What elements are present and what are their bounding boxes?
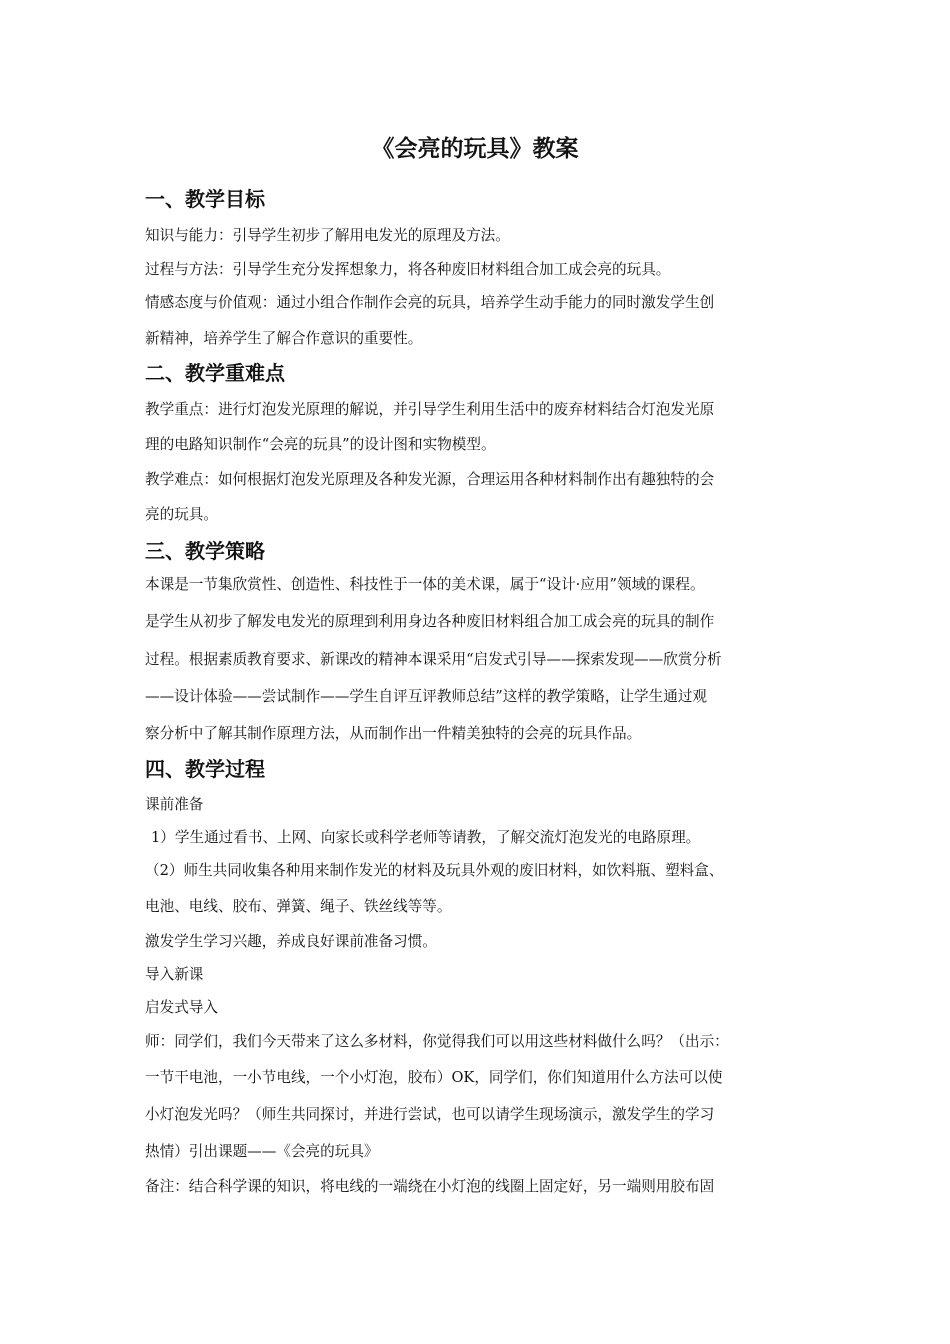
- paragraph-line: 课前准备: [145, 796, 204, 813]
- paragraph-line: 一节干电池，一小节电线，一个小灯泡，胶布）OK，同学们，你们知道用什么方法可以使: [145, 1069, 723, 1086]
- paragraph-line: 察分析中了解其制作原理方法，从而制作出一件精美独特的会亮的玩具作品。: [145, 725, 642, 742]
- document-title: 《会亮的玩具》教案: [371, 136, 579, 162]
- paragraph-line: 1）学生通过看书、上网、向家长或科学老师等请教，了解交流灯泡发光的电路原理。: [151, 829, 701, 846]
- paragraph-line: 教学难点：如何根据灯泡发光原理及各种发光源，合理运用各种材料制作出有趣独特的会: [145, 471, 715, 488]
- paragraph-line: 备注：结合科学课的知识，将电线的一端绕在小灯泡的线圈上固定好，另一端则用胶布固: [145, 1178, 715, 1195]
- section-heading-key-points: 二、教学重难点: [145, 361, 285, 385]
- paragraph-line: 启发式导入: [145, 999, 218, 1016]
- paragraph-line: 是学生从初步了解发电发光的原理到利用身边各种废旧材料组合加工成会亮的玩具的制作: [145, 613, 715, 630]
- section-heading-process: 四、教学过程: [145, 757, 265, 781]
- paragraph-line: ——设计体验——尝试制作——学生自评互评教师总结”这样的教学策略，让学生通过观: [145, 688, 708, 705]
- paragraph-line: 情感态度与价值观：通过小组合作制作会亮的玩具，培养学生动手能力的同时激发学生创: [145, 294, 715, 311]
- section-heading-goals: 一、教学目标: [145, 187, 265, 211]
- paragraph-line: 电池、电线、胶布、弹簧、绳子、铁丝线等等。: [145, 898, 452, 915]
- paragraph-line: 热情）引出课题——《会亮的玩具》: [145, 1143, 379, 1160]
- paragraph-line: 过程与方法：引导学生充分发挥想象力，将各种废旧材料组合加工成会亮的玩具。: [145, 261, 671, 278]
- paragraph-line: 小灯泡发光吗？（师生共同探讨，并进行尝试，也可以请学生现场演示，激发学生的学习: [145, 1106, 715, 1123]
- paragraph-line: 激发学生学习兴趣，养成良好课前准备习惯。: [145, 933, 437, 950]
- paragraph-line: 新精神，培养学生了解合作意识的重要性。: [145, 330, 423, 347]
- paragraph-line: 本课是一节集欣赏性、创造性、科技性于一体的美术课，属于“设计·应用”领域的课程。: [145, 576, 705, 593]
- paragraph-line: 理的电路知识制作“会亮的玩具”的设计图和实物模型。: [145, 436, 496, 453]
- paragraph-line: 过程。根据素质教育要求、新课改的精神本课采用“启发式引导——探索发现——欣赏分析: [145, 651, 722, 668]
- section-heading-strategy: 三、教学策略: [145, 539, 265, 563]
- paragraph-line: （2）师生共同收集各种用来制作发光的材料及玩具外观的废旧材料，如饮料瓶、塑料盒、: [145, 862, 724, 879]
- paragraph-line: 知识与能力：引导学生初步了解用电发光的原理及方法。: [145, 227, 510, 244]
- paragraph-line: 教学重点：进行灯泡发光原理的解说，并引导学生利用生活中的废弃材料结合灯泡发光原: [145, 401, 715, 418]
- paragraph-line: 导入新课: [145, 966, 204, 983]
- paragraph-line: 师：同学们，我们今天带来了这么多材料，你觉得我们可以用这些材料做什么吗？（出示：: [145, 1033, 729, 1050]
- paragraph-line: 亮的玩具。: [145, 506, 218, 523]
